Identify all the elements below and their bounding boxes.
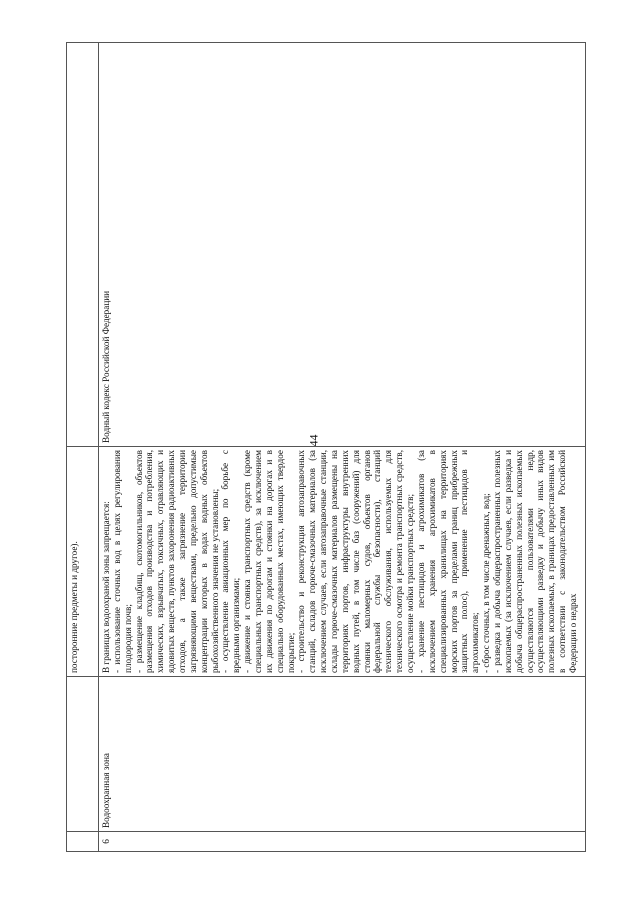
restriction-item: - использование сточных вод в целях регулирования плодородия почв; [111, 450, 133, 673]
restriction-item: - сброс сточных, в том числе дренажных, вод; [481, 493, 492, 673]
table-row-continuation [67, 43, 99, 851]
continuation-text: посторонние предметы и другое). [67, 446, 98, 676]
restrictions-table [66, 42, 586, 852]
restriction-item: - осуществление авиационных мер по борьбе с вредными организмами; [220, 450, 242, 673]
restriction-item: - хранение пестицидов и агрохимикатов (за исключением хранения агрохимикатов в специализированных хранилищах на территориях морских портов за пределами границ прибрежных защитных полос), применение пестицидов и агрохимикатов; [415, 450, 481, 673]
restrictions-cell [99, 446, 585, 676]
table-row [99, 43, 585, 851]
source-law: Водный кодекс Российской Федерации [101, 290, 111, 443]
restriction-item: В границах водоохраной зоны запрещается: [101, 501, 111, 673]
page-number: 44 [306, 434, 321, 447]
restriction-item: - движение и стоянка транспортных средств (кроме специальных транспортных средств), за исключением их движения по дорогам и стоянки на дорогах и в специально оборудованных местах, имеющих твердое покрытие; [242, 450, 296, 673]
restriction-item: - разведка и добыча общераспространенных полезных ископаемых (за исключением случаев, если разведка и добыча общераспространенных полезных ископаемых осуществляются пользователями недр, осуществляющими разведку и добычу иных видов полезных ископаемых, в границах предоставленных им в соответствии с законодательством Российской Федерации о недрах [491, 450, 578, 673]
restriction-item: - размещение кладбищ, скотомогильников, объектов размещения отходов производства и потребления, химических, взрывчатых, токсичных, отравляющих и ядовитых веществ, пунктов захоронения радиоактивных отходов, а также загрязнение территории загрязняющими веществами, предельно допустимые концентрации которых в водах водных объектов рыбохозяйственного значения не установлены; [133, 450, 220, 673]
zone-name: Водоохранная зона [99, 676, 585, 831]
restriction-item: - строительство и реконструкция автозаправочных станций, складов горюче-смазочных материалов (за исключением случаев, если автозаправочные станции, склады горюче-смазочных материалов размещены на территориях портов, инфраструктуры внутренних водных путей, в том числе баз (сооружений) для стоянки маломерных судов, объектов органов федеральной службы безопасности), станций технического обслуживания, используемых для технического осмотра и ремонта транспортных средств, осуществление мойки транспортных средств; [296, 450, 416, 673]
rotated-page-content [66, 42, 586, 852]
row-number: 6 [99, 831, 585, 851]
